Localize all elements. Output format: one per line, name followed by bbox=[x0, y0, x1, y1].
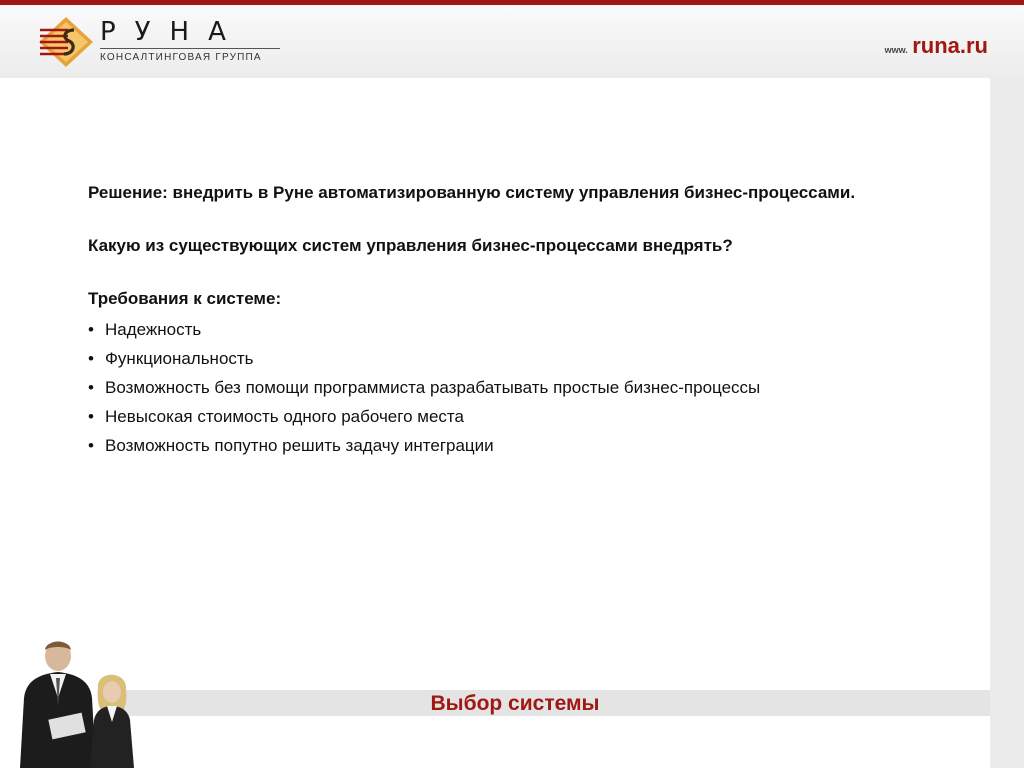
business-people-photo bbox=[10, 640, 150, 768]
requirement-item: • Надежность bbox=[88, 315, 968, 344]
solution-text: Решение: внедрить в Руне автоматизированную систему управления бизнес-процессами. bbox=[88, 183, 856, 202]
slide-title: Выбор системы bbox=[430, 692, 600, 715]
website-domain: runa.ru bbox=[912, 33, 988, 58]
right-side-strip bbox=[990, 78, 1024, 768]
requirement-item: • Функциональность bbox=[88, 344, 968, 373]
requirements-heading: Требования к системе: bbox=[88, 289, 282, 308]
question-text: Какую из существующих систем управления бизнес-процессами внедрять? bbox=[88, 236, 733, 255]
requirement-item: • Возможность без помощи программиста разрабатывать простые бизнес-процессы bbox=[88, 373, 968, 402]
requirement-item: • Возможность попутно решить задачу интеграции bbox=[88, 431, 968, 460]
requirement-item: • Невысокая стоимость одного рабочего места bbox=[88, 402, 968, 431]
website-link[interactable] bbox=[885, 33, 988, 59]
website-prefix: www. bbox=[884, 45, 908, 55]
brand-logo[interactable] bbox=[38, 16, 298, 68]
brand-tagline: КОНСАЛТИНГОВАЯ ГРУППА bbox=[100, 52, 262, 63]
brand-name: РУНА bbox=[100, 17, 245, 47]
slide-content bbox=[88, 180, 968, 460]
requirements-list bbox=[88, 315, 968, 460]
runa-diamond-logo-icon bbox=[38, 16, 94, 68]
logo-divider bbox=[100, 48, 280, 49]
